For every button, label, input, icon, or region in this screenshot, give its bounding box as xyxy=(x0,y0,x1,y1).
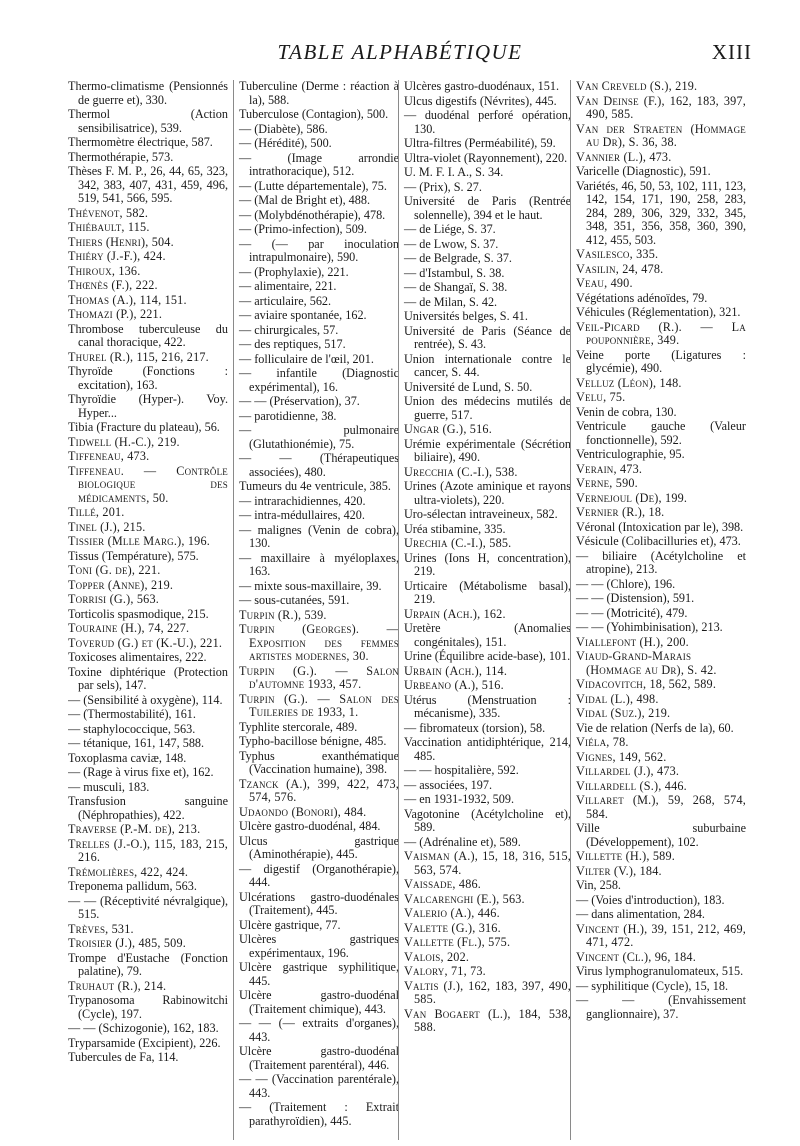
index-entry: Thomazi (P.), 221. xyxy=(68,307,163,321)
index-entry: — chirurgicales, 57. xyxy=(239,322,339,337)
index-entry: Vaisman (A.), 15, 18, 316, 515, 563, 574. xyxy=(404,849,571,877)
index-entry: Topper (Anne), 219. xyxy=(68,577,174,592)
index-entry: Véhicules (Réglementation), 321. xyxy=(576,305,741,319)
index-entry: Troisier (J.), 485, 509. xyxy=(68,936,186,950)
index-entry: Vidal (L.), 498. xyxy=(576,691,659,706)
index-entry: — — (— extraits d'organes), 443. xyxy=(239,1016,399,1044)
index-entry: — syphilitique (Cycle), 15, 18. xyxy=(576,978,728,993)
index-entry: Valcarenghi (E.), 563. xyxy=(404,891,525,906)
index-entry: — — (Envahissement ganglionnaire), 37. xyxy=(576,993,746,1021)
index-entry: Van Creveld (S.), 219. xyxy=(576,80,698,93)
index-entry: Vidacovitch, 18, 562, 589. xyxy=(576,677,717,691)
index-entry: — intrarachidiennes, 420. xyxy=(239,493,366,508)
index-entry: Ventriculographie, 95. xyxy=(576,447,685,461)
index-entry: Torrisi (G.), 563. xyxy=(68,592,159,606)
index-entry: Viaud-Grand-Marais (Hommage au Dr), S. 42. xyxy=(576,649,717,677)
index-entry: Torticolis spasmodique, 215. xyxy=(68,606,209,621)
index-entry: Tumeurs du 4e ventricule, 385. xyxy=(239,479,391,493)
index-entry: Vésicule (Colibacilluries et), 473. xyxy=(576,534,741,548)
index-entry: Urticaire (Métabolisme basal), 219. xyxy=(404,578,571,606)
index-entry: Treponema pallidum, 563. xyxy=(68,879,197,893)
index-entry: Thyroïdie (Hyper-). Voy. Hyper... xyxy=(68,392,228,420)
index-entry: — des reptiques, 517. xyxy=(239,337,346,351)
index-entry: Ultra-violet (Rayonnement), 220. xyxy=(404,150,568,165)
index-entry: Touraine (H.), 74, 227. xyxy=(68,621,190,635)
index-entry: Valois, 202. xyxy=(404,949,470,964)
index-entry: — de Milan, S. 42. xyxy=(404,294,498,309)
index-entry: Union internationale contre le cancer, S. 44. xyxy=(404,351,571,379)
index-entry: Turpin (G.). — Salon d'automne 1933, 457. xyxy=(239,663,399,691)
index-entry: Tuberculose (Contagion), 500. xyxy=(239,107,389,121)
index-entry: — duodénal perforé opération, 130. xyxy=(404,108,571,136)
index-entry: Transfusion sanguine (Néphropathies), 422. xyxy=(68,794,228,822)
index-entry: Ulcère gastro-duodénal, 484. xyxy=(239,819,381,833)
index-entry: Thermol (Action sensibilisatrice), 539. xyxy=(68,107,228,135)
index-entry: Toxoplasma caviæ, 148. xyxy=(68,750,187,765)
index-entry: Veine porte (Ligatures : glycémie), 490. xyxy=(576,347,746,375)
index-entry: — — (Vaccination parentérale), 443. xyxy=(239,1072,399,1100)
index-entry: — dans alimentation, 284. xyxy=(576,907,705,921)
index-entry: Tissier (Mlle Marg.), 196. xyxy=(68,534,210,548)
index-entry: Ungar (G.), 516. xyxy=(404,422,492,436)
index-entry: Valerio (A.), 446. xyxy=(404,906,500,920)
index-entry: Ulcérations gastro-duodénales (Traitement), 445. xyxy=(239,889,399,917)
index-entry: — fibromateux (torsion), 58. xyxy=(404,720,546,735)
index-entry: Villardell (S.), 446. xyxy=(576,778,687,793)
index-entry: Ulcère gastrique, 77. xyxy=(239,917,341,932)
index-entry: Varicelle (Diagnostic), 591. xyxy=(576,164,711,178)
index-entry: Véronal (Intoxication par le), 398. xyxy=(576,519,744,534)
index-entry: — de Belgrade, S. 37. xyxy=(404,251,512,265)
index-entry: Thermothérapie, 573. xyxy=(68,149,174,164)
index-entry: Toni (G. de), 221. xyxy=(68,563,161,577)
index-entry: — intra-médullaires, 420. xyxy=(239,508,365,522)
index-entry: Utérus (Menstruation : mécanisme), 335. xyxy=(404,692,571,720)
index-entry: — — (Motricité), 479. xyxy=(576,605,688,620)
index-entry: — digestif (Organothérapie), 444. xyxy=(239,861,399,889)
index-entry: Vasilesco, 335. xyxy=(576,247,659,261)
index-entry: Tiffeneau, 473. xyxy=(68,449,150,463)
index-entry: Vernejoul (De), 199. xyxy=(576,490,688,505)
index-entry: Velu, 75. xyxy=(576,390,626,404)
index-entry: Tryparsamide (Excipient), 226. xyxy=(68,1035,221,1050)
index-entry: Uretère (Anomalies congénitales), 151. xyxy=(404,621,571,649)
index-entry: Thyroïde (Fonctions : excitation), 163. xyxy=(68,364,228,392)
index-entry: Urines (Ions H, concentration), 219. xyxy=(404,550,571,578)
index-entry: — (Image arrondie intrathoracique), 512. xyxy=(239,150,399,178)
index-entry: Villaret (M.), 59, 268, 574, 584. xyxy=(576,793,746,821)
index-entry: — (Diabète), 586. xyxy=(239,121,328,136)
index-entry: — (Prix), S. 27. xyxy=(404,179,482,194)
index-entry: Uréa stibamine, 335. xyxy=(404,521,506,536)
index-entry: Tiffeneau. — Contrôle biologique des médicaments, 50. xyxy=(68,463,228,505)
index-entry: Urines (Azote aminique et rayons ultra-violets), 220. xyxy=(404,479,571,507)
index-entry: Tubercules de Fa, 114. xyxy=(68,1050,179,1064)
index-entry: Valette (G.), 316. xyxy=(404,920,501,935)
index-entry: — (Lutte départementale), 75. xyxy=(239,178,387,193)
index-entry: — staphylococcique, 563. xyxy=(68,721,196,736)
index-entry: Thœnès (F.), 222. xyxy=(68,278,158,292)
index-entry: Ventricule gauche (Valeur fonctionnelle), 592. xyxy=(576,419,746,447)
index-entry: Tidwell (H.-C.), 219. xyxy=(68,434,180,449)
index-entry: — (Hérédité), 500. xyxy=(239,136,332,150)
index-entry: Van der Straeten (Hommage au Dr), S. 36, 38. xyxy=(576,121,746,149)
index-entry: — associées, 197. xyxy=(404,777,493,792)
index-entry: — de Liége, S. 37. xyxy=(404,222,496,236)
index-entry: — — hospitalière, 592. xyxy=(404,763,519,777)
index-entry: — parotidienne, 38. xyxy=(239,408,337,423)
index-entry: Vie de relation (Nerfs de la), 60. xyxy=(576,720,734,735)
index-entry: Thévenot, 582. xyxy=(68,205,149,220)
index-entry: Udaondo (Bonori), 484. xyxy=(239,804,367,819)
index-entry: — (Sensibilité à oxygène), 114. xyxy=(68,692,223,707)
index-entry: Thermo-climatisme (Pensionnés de guerre et), 330. xyxy=(68,80,228,107)
page-number: XIII xyxy=(711,40,752,64)
index-entry: — (Adrénaline et), 589. xyxy=(404,834,521,849)
index-entry: — articulaire, 562. xyxy=(239,293,332,308)
index-entry: Vagotonine (Acétylcholine et), 589. xyxy=(404,806,571,834)
index-entry: — — (Schizogonie), 162, 183. xyxy=(68,1021,219,1035)
index-entry: — en 1931-1932, 509. xyxy=(404,792,515,806)
index-entry: Van Bogaert (L.), 184, 538, 588. xyxy=(404,1006,571,1034)
index-entry: — de Shangaï, S. 38. xyxy=(404,280,508,294)
index-entry: Thurel (R.), 115, 216, 217. xyxy=(68,349,209,364)
index-entry: Veau, 490. xyxy=(576,276,633,290)
index-entry: Traverse (P.-M. de), 213. xyxy=(68,822,201,836)
index-entry: — mixte sous-maxillaire, 39. xyxy=(239,578,382,593)
index-entry: — (Traitement : Extrait parathyroïdien), 445. xyxy=(239,1100,399,1128)
index-entry: — — (Thérapeutiques associées), 480. xyxy=(239,451,399,479)
page-header xyxy=(0,0,800,80)
index-entry: Ulcus digestifs (Névrites), 445. xyxy=(404,93,557,108)
index-entry: Verne, 590. xyxy=(576,476,638,490)
index-entry: — tétanique, 161, 147, 588. xyxy=(68,736,205,750)
index-entry: Vallette (Fl.), 575. xyxy=(404,935,511,949)
index-entry: Thiébault, 115. xyxy=(68,220,150,234)
index-entry: Université de Paris (Séance de rentrée), S. 43. xyxy=(404,323,571,351)
index-entry: Ultra-filtres (Perméabilité), 59. xyxy=(404,136,556,150)
index-entry: Ulcère gastro-duodénal (Traitement chimique), 443. xyxy=(239,988,399,1016)
index-entry: Universités belges, S. 41. xyxy=(404,309,528,323)
index-column-2 xyxy=(233,80,399,1140)
index-entry: Villette (H.), 589. xyxy=(576,849,676,863)
index-entry: Thermomètre électrique, 587. xyxy=(68,135,213,149)
index-entry: Vannier (L.), 473. xyxy=(576,149,672,164)
index-entry: Trompe d'Eustache (Fonction palatine), 79. xyxy=(68,950,228,978)
index-entry: Thiéry (J.-F.), 424. xyxy=(68,249,166,263)
index-entry: — (— par inoculation intrapulmonaire), 590. xyxy=(239,236,399,264)
index-entry: Végétations adénoïdes, 79. xyxy=(576,290,708,305)
index-entry: Virus lymphogranulomateux, 515. xyxy=(576,964,744,978)
index-entry: Vignes, 149, 562. xyxy=(576,749,667,764)
index-entry: — (Mal de Bright et), 488. xyxy=(239,193,370,207)
index-entry: — (Molybdénothérapie), 478. xyxy=(239,207,386,222)
index-entry: Vilter (V.), 184. xyxy=(576,863,662,878)
index-entry: Université de Lund, S. 50. xyxy=(404,379,533,394)
index-entry: Ulcères gastriques expérimentaux, 196. xyxy=(239,932,399,960)
index-entry: Vidal (Suz.), 219. xyxy=(576,706,671,720)
index-entry: — folliculaire de l'œil, 201. xyxy=(239,351,374,366)
index-entry: Turpin (R.), 539. xyxy=(239,607,327,622)
index-entry: Urémie expérimentale (Sécrétion biliaire), 490. xyxy=(404,436,571,464)
index-entry: Ulcère gastro-duodénal (Traitement parentéral), 446. xyxy=(239,1044,399,1072)
index-column-3 xyxy=(398,80,571,1140)
index-entry: Villardel (J.), 473. xyxy=(576,764,680,778)
index-entry: — de Lwow, S. 37. xyxy=(404,236,499,251)
index-entry: Urecchia (C.-I.), 538. xyxy=(404,464,518,479)
index-entry: Tibia (Fracture du plateau), 56. xyxy=(68,420,220,434)
index-entry: Ulcère gastrique syphilitique, 445. xyxy=(239,960,399,988)
index-entry: Urbeano (A.), 516. xyxy=(404,678,504,692)
index-entry: Velluz (Léon), 148. xyxy=(576,375,682,390)
index-entry: Ville suburbaine (Développement), 102. xyxy=(576,821,746,849)
index-entry: Variétés, 46, 50, 53, 102, 111, 123, 142, 154, 171, 190, 258, 283, 284, 289, 306, 329, 332, 345, 348, 351, 356, 358, 360, 390, 412, 455, 503. xyxy=(576,178,746,247)
index-entry: Thomas (A.), 114, 151. xyxy=(68,292,187,307)
index-entry: — — (Distension), 591. xyxy=(576,591,695,605)
index-entry: Van Deinse (F.), 162, 183, 397, 490, 585. xyxy=(576,93,746,121)
index-entry: Urpain (Ach.), 162. xyxy=(404,606,506,621)
index-column-4 xyxy=(570,80,746,1140)
index-entry: Vin, 258. xyxy=(576,878,621,892)
index-entry: Thèses F. M. P., 26, 44, 65, 323, 342, 383, 407, 431, 459, 496, 519, 541, 566, 595. xyxy=(68,164,228,205)
index-entry: Thiroux, 136. xyxy=(68,263,141,278)
index-entry: Urine (Équilibre acide-base), 101. xyxy=(404,649,571,663)
index-entry: — (Rage à virus fixe et), 162. xyxy=(68,765,214,779)
index-entry: — alimentaire, 221. xyxy=(239,279,337,293)
index-entry: Vincent (H.), 39, 151, 212, 469, 471, 472. xyxy=(576,921,746,949)
index-entry: Typho-bacillose bénigne, 485. xyxy=(239,734,387,748)
index-entry: Turpin (G.). — Salon des Tuileries de 1933, 1. xyxy=(239,691,399,719)
index-entry: — musculi, 183. xyxy=(68,779,150,794)
index-entry: Trèves, 531. xyxy=(68,921,134,936)
index-entry: Union des médecins mutilés de guerre, 517. xyxy=(404,394,571,422)
index-entry: — infantile (Diagnostic expérimental), 16. xyxy=(239,366,399,394)
index-entry: — aviaire spontanée, 162. xyxy=(239,308,367,322)
index-entry: Vincent (Cl.), 96, 184. xyxy=(576,949,696,964)
index-entry: — d'Istambul, S. 38. xyxy=(404,265,505,280)
index-entry: Truhaut (R.), 214. xyxy=(68,978,167,993)
index-entry: Urbain (Ach.), 114. xyxy=(404,663,508,678)
index-entry: Tissus (Température), 575. xyxy=(68,548,199,563)
index-entry: Viéla, 78. xyxy=(576,735,629,749)
index-entry: Venin de cobra, 130. xyxy=(576,404,677,419)
index-entry: — — (Chlore), 196. xyxy=(576,576,676,591)
index-entry: Université de Paris (Rentrée solennelle), 394 et le haut. xyxy=(404,194,571,222)
index-entry: Tillé, 201. xyxy=(68,505,125,519)
index-entry: — (Thermostabilité), 161. xyxy=(68,707,196,721)
index-entry: — (Voies d'introduction), 183. xyxy=(576,892,725,907)
index-entry: Typhus exanthématique (Vaccination humaine), 398. xyxy=(239,748,399,776)
index-entry: Urechia (C.-I.), 585. xyxy=(404,536,512,550)
index-entry: Thiers (Henri), 504. xyxy=(68,234,174,249)
index-entry: Ulcères gastro-duodénaux, 151. xyxy=(404,80,560,93)
index-entry: Vasilin, 24, 478. xyxy=(576,261,664,276)
index-entry: Vaissade, 486. xyxy=(404,877,482,891)
index-entry: Turpin (Georges). — Exposition des femmes artistes modernes, 30. xyxy=(239,622,399,663)
index-entry: Trelles (J.-O.), 115, 183, 215, 216. xyxy=(68,836,228,864)
index-entry: — maxillaire à myéloplaxes, 163. xyxy=(239,550,399,578)
index-entry: — — (Préservation), 37. xyxy=(239,394,360,408)
index-entry: Tuberculine (Derme : réaction à la), 588. xyxy=(239,80,399,107)
index-column-1 xyxy=(68,80,228,1140)
index-entry: — pulmonaire (Glutathionémie), 75. xyxy=(239,423,399,451)
index-entry: Veil-Picard (R.). — La pouponnière, 349. xyxy=(576,319,746,347)
index-entry: Toxicoses alimentaires, 222. xyxy=(68,650,207,664)
index-entry: Ulcus gastrique (Aminothérapie), 445. xyxy=(239,833,399,861)
index-entry: Valory, 71, 73. xyxy=(404,964,486,978)
index-entry: — (Primo-infection), 509. xyxy=(239,222,367,236)
index-entry: Toxine diphtérique (Protection par sels), 147. xyxy=(68,664,228,692)
index-entry: Uro-sélectan intraveineux, 582. xyxy=(404,507,558,521)
index-entry: Vernier (R.), 18. xyxy=(576,505,665,519)
index-entry: — biliaire (Acétylcholine et atropine), 213. xyxy=(576,548,746,576)
index-entry: Thrombose tuberculeuse du canal thoracique, 422. xyxy=(68,321,228,349)
index-entry: U. M. F. I. A., S. 34. xyxy=(404,165,504,179)
index-entry: Verain, 473. xyxy=(576,461,643,476)
index-entry: Viallefont (H.), 200. xyxy=(576,634,689,649)
index-entry: Tinel (J.), 215. xyxy=(68,519,146,534)
index-entry: — (Prophylaxie), 221. xyxy=(239,264,349,279)
index-entry: — malignes (Venin de cobra), 130. xyxy=(239,522,399,550)
index-entry: Valtis (J.), 162, 183, 397, 490, 585. xyxy=(404,978,571,1006)
index-entry: — — (Yohimbinisation), 213. xyxy=(576,620,723,634)
page-title: TABLE ALPHABÉTIQUE xyxy=(277,40,523,64)
index-entry: Typhlite stercorale, 489. xyxy=(239,719,358,734)
index-entry: Toverud (G.) et (K.-U.), 221. xyxy=(68,635,223,650)
index-entry: Vaccination antidiphtérique, 214, 485. xyxy=(404,735,571,763)
index-entry: Tzanck (A.), 399, 422, 473, 574, 576. xyxy=(239,776,399,804)
index-entry: — sous-cutanées, 591. xyxy=(239,593,350,607)
index-entry: — — (Réceptivité névralgique), 515. xyxy=(68,893,228,921)
index-entry: Trémolières, 422, 424. xyxy=(68,864,189,879)
index-entry: Trypanosoma Rabinowitchi (Cycle), 197. xyxy=(68,993,228,1021)
